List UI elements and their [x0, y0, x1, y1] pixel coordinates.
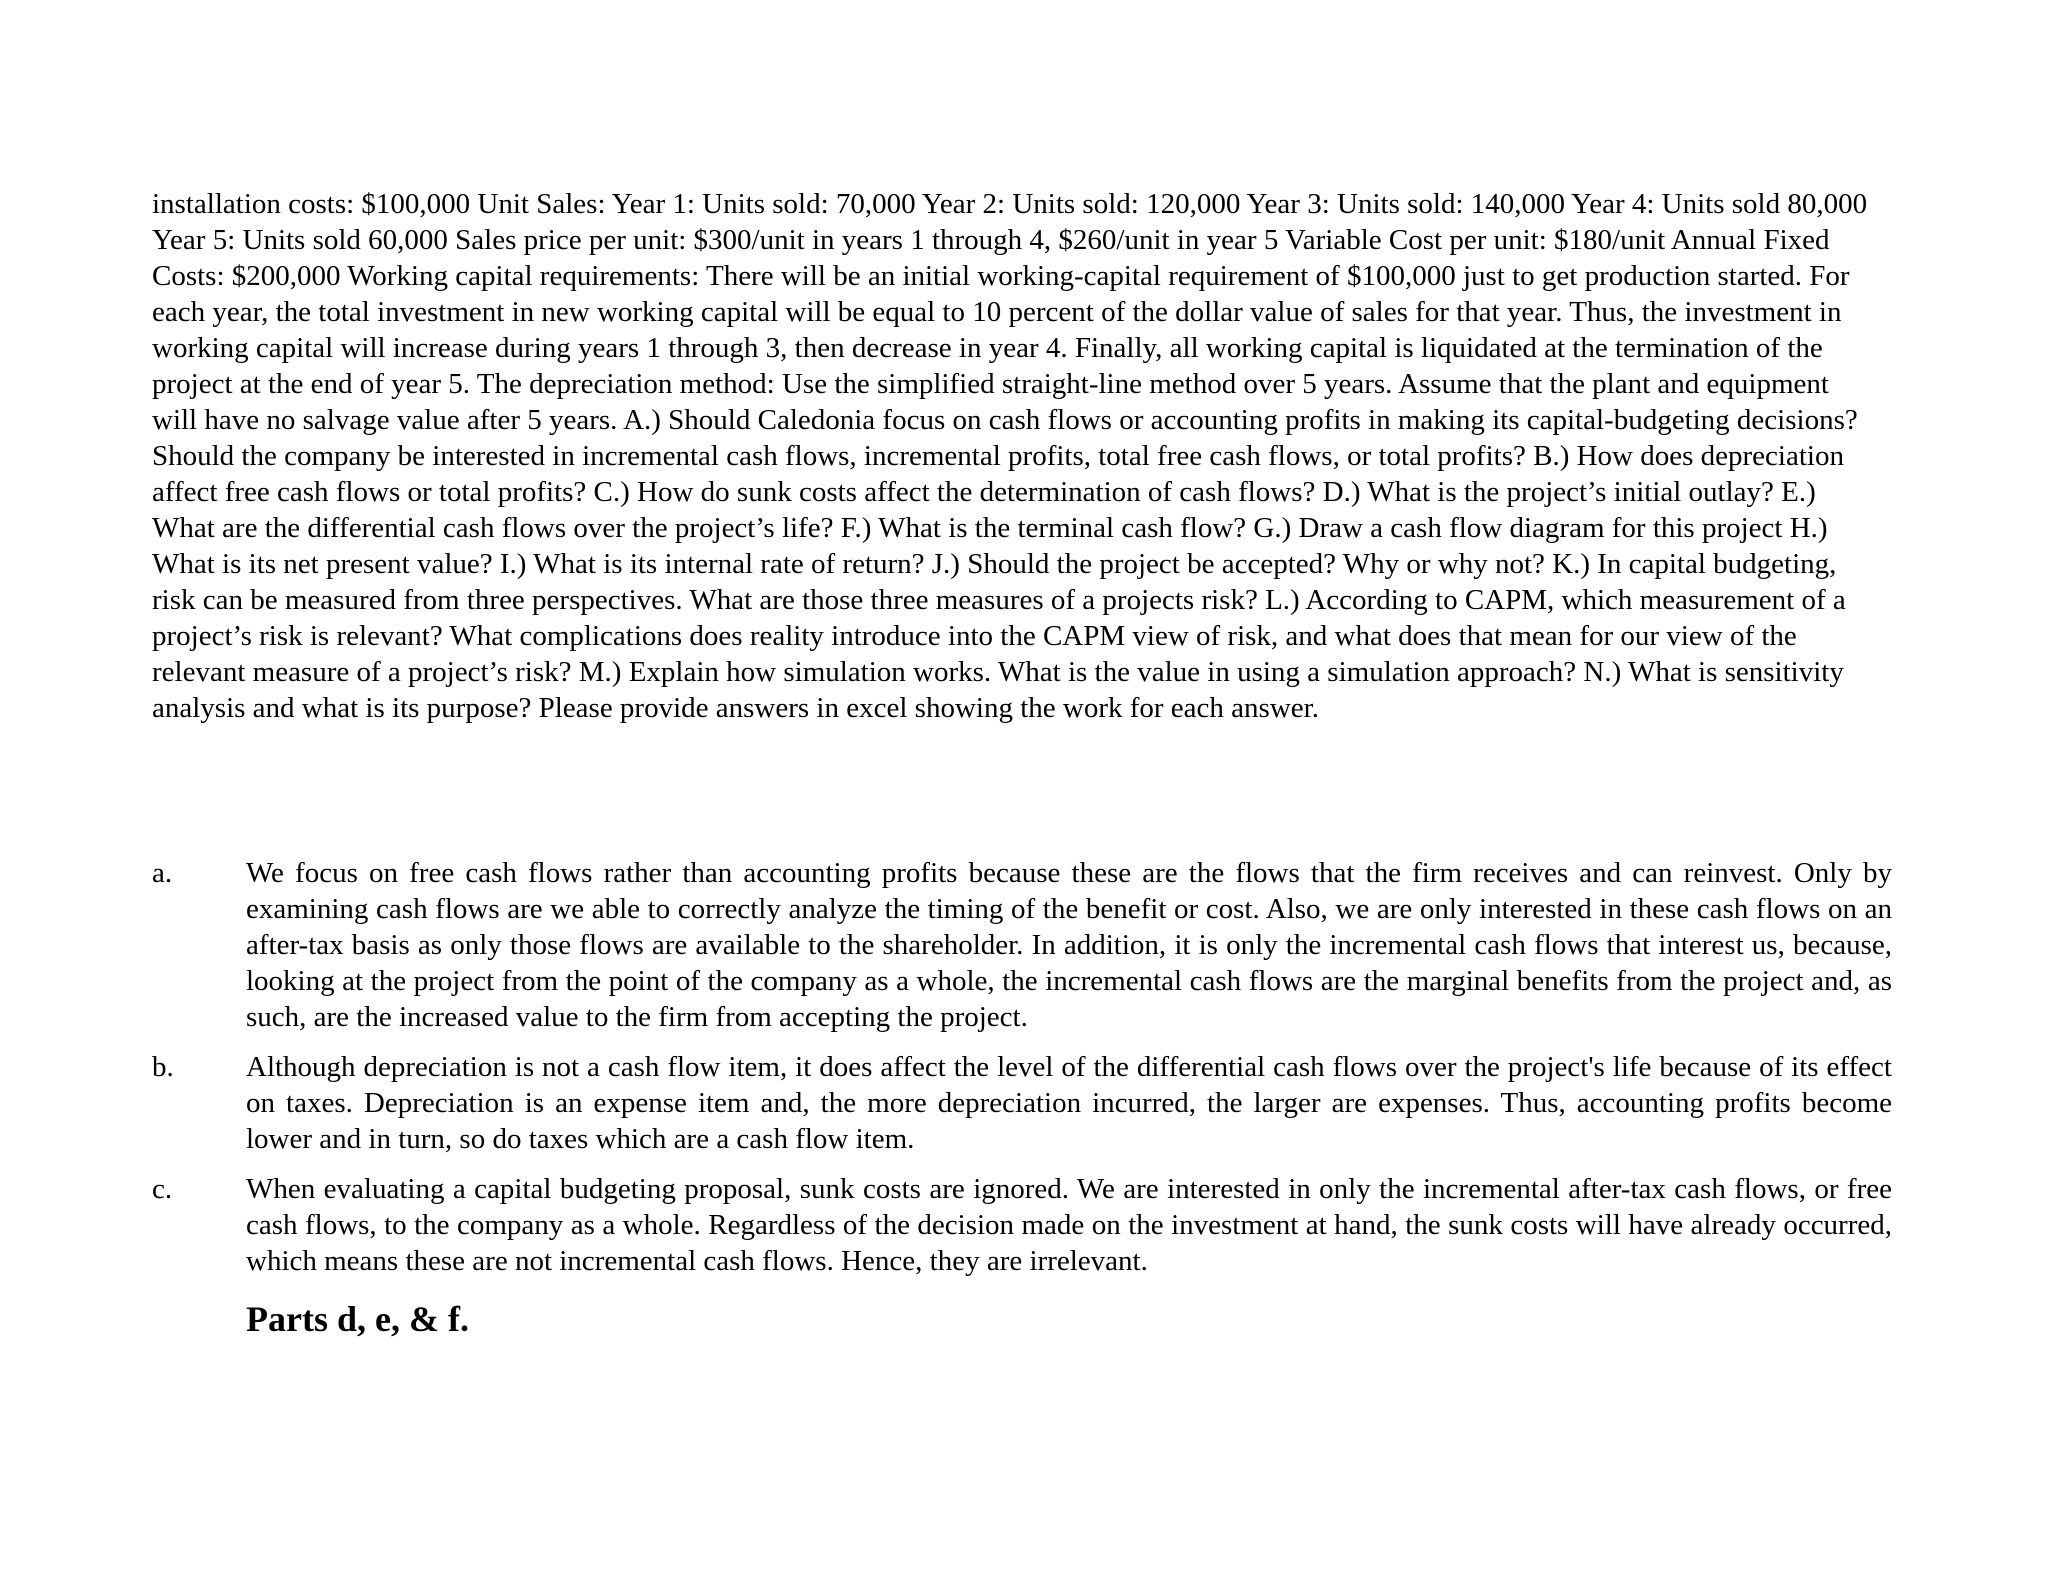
question-paragraph: installation costs: $100,000 Unit Sales: Year 1: Units sold: 70,000 Year 2: Units sold: 120,000 Year 3: Units sold: 140,000 Year 4: Units sold 80,000 Year 5: Units sold 60,000 Sales price per unit: $300/unit in years 1 through 4, $260/unit in year 5 Variable Cost per unit: $180/unit Annual Fixed Costs: $200,000 Working capital requirements: There will be an initial working-capital requirement of $100,000 just to get production started. For each year, the total investment in new working capital will be equal to 10 percent of the dollar value of sales for that year. Thus, the investment in working capital will increase during years 1 through 3, then decrease in year 4. Finally, all working capital is liquidated at the termination of the project at the end of year 5. The depreciation method: Use the simplified straight-line method over 5 years. Assume that the plant and equipment will have no salvage value after 5 years. A.) Should Caledonia focus on cash flows or accounting profits in making its capital-budgeting decisions? Should the company be interested in incremental cash flows, incremental profits, total free cash flows, or total profits? B.) How does depreciation affect free cash flows or total profits? C.) How do sunk costs affect the determination of cash flows? D.) What is the project’s initial outlay? E.) What are the differential cash flows over the project’s life? F.) What is the terminal cash flow? G.) Draw a cash flow diagram for this project H.) What is its net present value? I.) What is its internal rate of return? J.) Should the project be accepted? Why or why not? K.) In capital budgeting, risk can be measured from three perspectives. What are those three measures of a projects risk? L.) According to CAPM, which measurement of a project’s risk is relevant? What complications does reality introduce into the CAPM view of risk, and what does that mean for our view of the relevant measure of a project’s risk? M.) Explain how simulation works. What is the value in using a simulation approach? N.) What is sensitivity analysis and what is its purpose? Please provide answers in excel showing the work for each answer. — [152, 188, 1868, 724]
section-heading: Parts d, e, & f. — [246, 1299, 469, 1339]
answer-item-c — [152, 1171, 1892, 1279]
answer-letter: c. — [152, 1173, 173, 1205]
answer-item-a — [152, 855, 1892, 1035]
answer-letter: b. — [152, 1051, 174, 1083]
answer-text: Although depreciation is not a cash flow item, it does affect the level of the differential cash flows over the project's life because of its effect on taxes. Depreciation is an expense item and, the more depreciation incurred, the larger are expenses. Thus, accounting profits become lower and in turn, so do taxes which are a cash flow item. — [246, 1051, 1892, 1155]
answer-letter: a. — [152, 857, 173, 889]
answer-item-b — [152, 1049, 1892, 1157]
answer-text: We focus on free cash flows rather than accounting profits because these are the flows that the firm receives and can reinvest. Only by examining cash flows are we able to correctly analyze the timing of the benefit or cost. Also, we are only interested in these cash flows on an after-tax basis as only those flows are available to the shareholder. In addition, it is only the incremental cash flows that interest us, because, looking at the project from the point of the company as a whole, the incremental cash flows are the marginal benefits from the project and, as such, are the increased value to the firm from accepting the project. — [246, 857, 1892, 1033]
answer-text: When evaluating a capital budgeting proposal, sunk costs are ignored. We are interested in only the incremental after-tax cash flows, or free cash flows, to the company as a whole. Regardless of the decision made on the investment at hand, the sunk costs will have already occurred, which means these are not incremental cash flows. Hence, they are irrelevant. — [246, 1173, 1892, 1277]
answers-list — [152, 855, 1892, 1293]
